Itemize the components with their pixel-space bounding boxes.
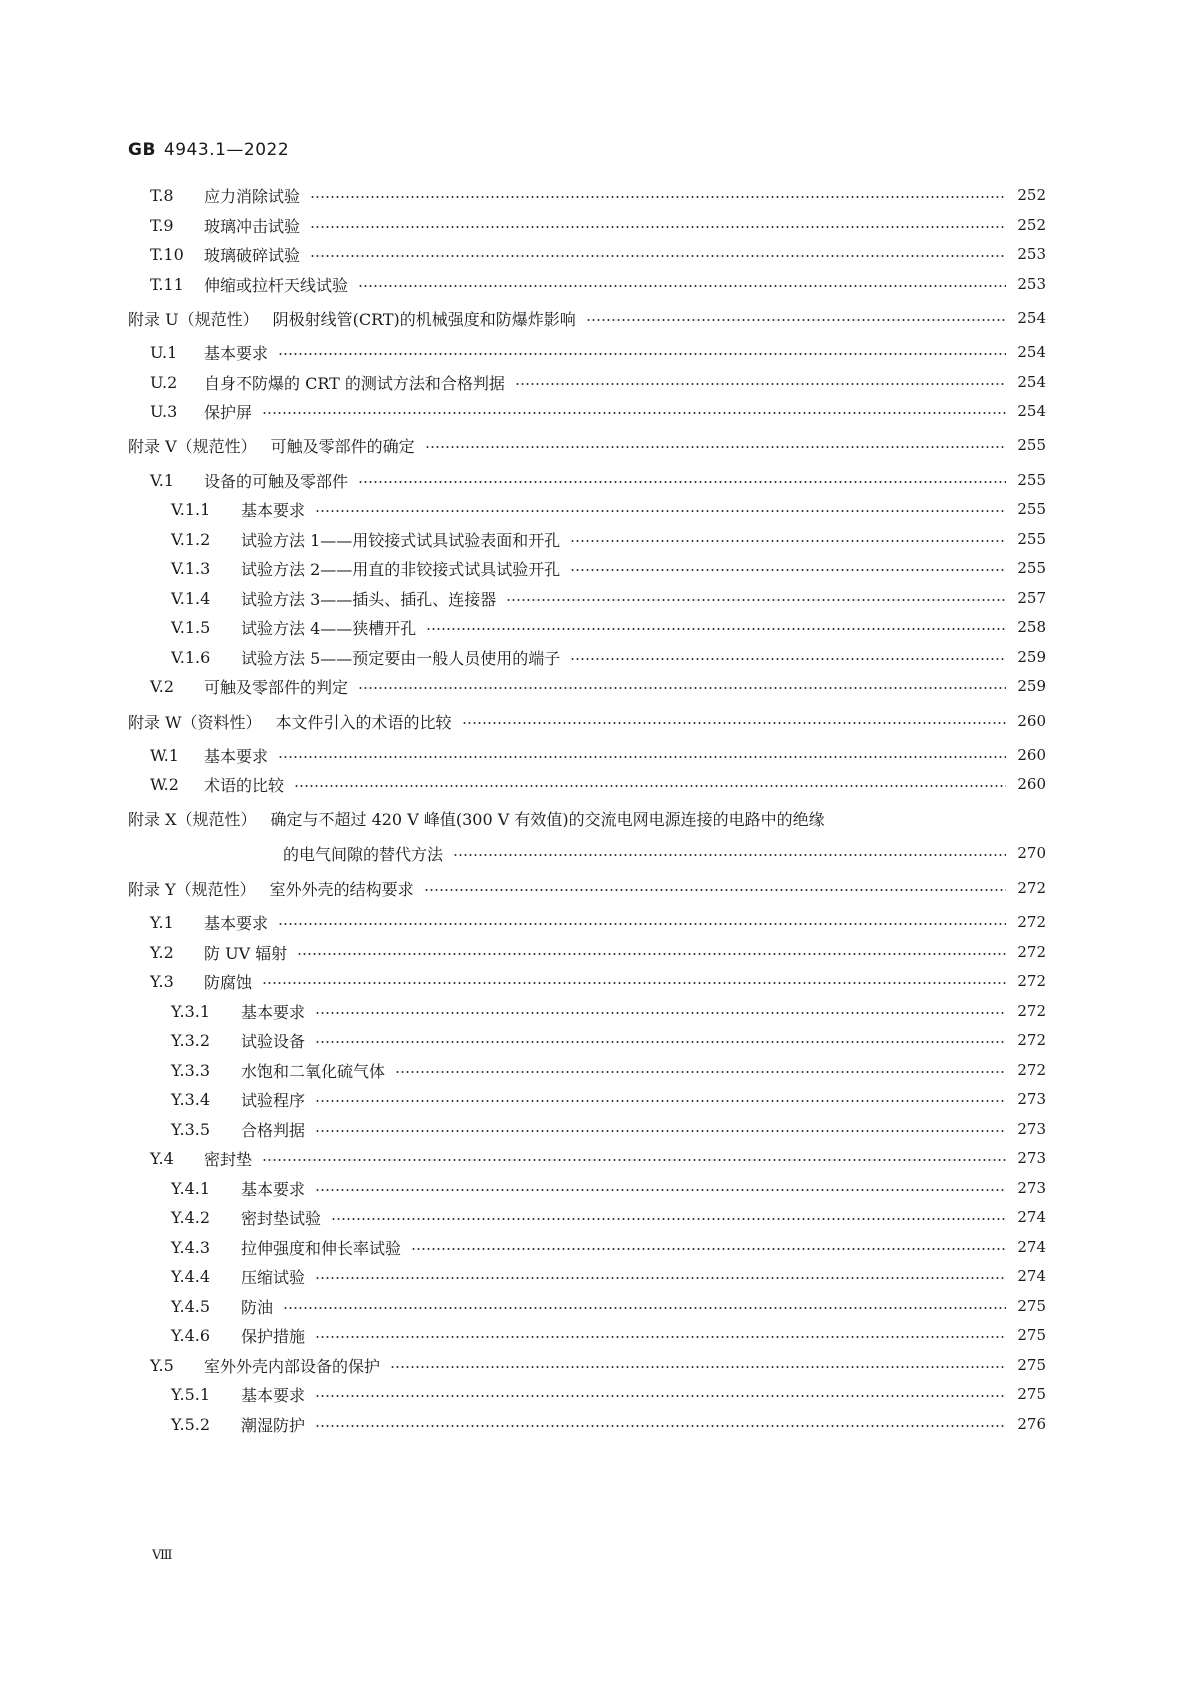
- toc-entry-page: 252: [1017, 216, 1046, 234]
- toc-entry[interactable]: [150, 969, 1046, 993]
- toc-entry-title: 室外外壳的结构要求: [269, 879, 414, 899]
- toc-entry-number: U.1: [150, 342, 178, 362]
- leader-dots: [453, 848, 1006, 862]
- toc-entry[interactable]: [171, 527, 1046, 551]
- leader-dots: [395, 1065, 1006, 1079]
- toc-entry-title: 密封垫试验: [241, 1208, 322, 1228]
- leader-dots: [315, 1124, 1006, 1138]
- toc-entry-page: 273: [1017, 1179, 1046, 1197]
- toc-entry-number: Y.4.5: [171, 1296, 211, 1316]
- leader-dots: [315, 1006, 1006, 1020]
- toc-entry-page: 254: [1017, 309, 1046, 327]
- toc-entry-title: 潮湿防护: [241, 1415, 306, 1435]
- toc-entry[interactable]: [171, 1087, 1046, 1111]
- toc-entry-title: 保护屏: [204, 402, 253, 422]
- toc-entry-page: 255: [1017, 530, 1046, 548]
- toc-entry-title: 基本要求: [241, 1385, 306, 1405]
- toc-entry-title: 基本要求: [241, 1002, 306, 1022]
- toc-entry-number: Y.4: [150, 1148, 174, 1168]
- toc-entry-number: Y.4.3: [171, 1237, 211, 1257]
- toc-entry-title: 设备的可触及零部件: [204, 471, 349, 491]
- toc-entry-number: T.10: [150, 244, 184, 264]
- toc-entry-number: V.2: [150, 676, 175, 696]
- toc-entry-page: 275: [1017, 1297, 1046, 1315]
- toc-entry[interactable]: [150, 399, 1046, 423]
- toc-entry[interactable]: [171, 1028, 1046, 1052]
- toc-entry-number: Y.4.1: [171, 1178, 211, 1198]
- leader-dots: [570, 652, 1006, 666]
- toc-entry-title: 应力消除试验: [204, 186, 301, 206]
- leader-dots: [390, 1360, 1006, 1374]
- toc-entry-page: 274: [1017, 1238, 1046, 1256]
- toc-entry-title: 密封垫: [204, 1149, 253, 1169]
- toc-entry[interactable]: [171, 1235, 1046, 1259]
- toc-entry-page: 255: [1017, 559, 1046, 577]
- toc-entry-page: 272: [1017, 972, 1046, 990]
- toc-entry-title: 试验程序: [241, 1090, 306, 1110]
- toc-entry-title: 试验方法 3——插头、插孔、连接器: [241, 589, 497, 609]
- toc-entry-title: 防腐蚀: [204, 972, 253, 992]
- leader-dots: [425, 440, 1006, 454]
- toc-entry-number: U.2: [150, 372, 178, 392]
- toc-entry-title: 基本要求: [204, 343, 269, 363]
- leader-dots: [424, 883, 1006, 897]
- toc-entry[interactable]: [150, 340, 1046, 364]
- toc-entry-number: 附录 X（规范性）: [128, 809, 257, 829]
- toc-entry-number: V.1.5: [171, 617, 211, 637]
- toc-entry[interactable]: [171, 615, 1046, 639]
- toc-entry-title: 基本要求: [241, 1179, 306, 1199]
- leader-dots: [262, 406, 1006, 420]
- toc-entry[interactable]: [171, 1117, 1046, 1141]
- leader-dots: [278, 347, 1006, 361]
- toc-entry-page: 272: [1017, 1002, 1046, 1020]
- standard-prefix: GB: [128, 140, 156, 160]
- toc-entry-number: Y.2: [150, 942, 174, 962]
- toc-entry-number: Y.4.2: [171, 1207, 211, 1227]
- toc-entry-number: V.1.6: [171, 647, 211, 667]
- leader-dots: [315, 504, 1006, 518]
- toc-entry-page: 255: [1017, 500, 1046, 518]
- toc-entry-number: Y.1: [150, 912, 174, 932]
- toc-entry[interactable]: [150, 1146, 1046, 1170]
- leader-dots: [358, 681, 1006, 695]
- toc-entry-number: W.1: [150, 745, 179, 765]
- toc-entry[interactable]: [150, 468, 1046, 492]
- leader-dots: [586, 313, 1006, 327]
- toc-entry-page: 274: [1017, 1208, 1046, 1226]
- toc-entry-number: V.1.2: [171, 529, 211, 549]
- document-header: [128, 140, 289, 160]
- toc-entry-number: W.2: [150, 774, 179, 794]
- toc-entry-title: 基本要求: [204, 746, 269, 766]
- toc-entry-page: 270: [1017, 844, 1046, 862]
- toc-entry[interactable]: [150, 272, 1046, 296]
- toc-entry-number: Y.3: [150, 971, 174, 991]
- toc-entry[interactable]: [150, 1353, 1046, 1377]
- toc-entry[interactable]: [150, 772, 1046, 796]
- toc-entry-page: 254: [1017, 402, 1046, 420]
- toc-entry-number: V.1.3: [171, 558, 211, 578]
- toc-entry-number: Y.5.1: [171, 1384, 211, 1404]
- leader-dots: [315, 1094, 1006, 1108]
- leader-dots: [315, 1271, 1006, 1285]
- toc-entry[interactable]: [171, 586, 1046, 610]
- leader-dots: [462, 716, 1006, 730]
- toc-entry-page: 255: [1017, 471, 1046, 489]
- leader-dots: [315, 1183, 1006, 1197]
- toc-entry-title: 室外外壳内部设备的保护: [204, 1356, 381, 1376]
- toc-entry-title: 试验方法 4——狭槽开孔: [241, 618, 417, 638]
- toc-entry-number: V.1: [150, 470, 175, 490]
- leader-dots: [506, 593, 1006, 607]
- toc-entry-title: 合格判据: [241, 1120, 306, 1140]
- leader-dots: [310, 220, 1006, 234]
- toc-entry-number: Y.3.4: [171, 1089, 211, 1109]
- toc-entry-number: Y.3.1: [171, 1001, 211, 1021]
- toc-entry-page: 257: [1017, 589, 1046, 607]
- toc-annex-entry[interactable]: [283, 841, 1046, 865]
- toc-annex-entry[interactable]: [128, 433, 1046, 457]
- toc-entry[interactable]: [171, 556, 1046, 580]
- leader-dots: [262, 1153, 1006, 1167]
- toc-entry[interactable]: [150, 910, 1046, 934]
- toc-annex-entry[interactable]: [128, 876, 1046, 900]
- leader-dots: [358, 279, 1006, 293]
- toc-entry[interactable]: [171, 1412, 1046, 1436]
- toc-entry-page: 272: [1017, 879, 1046, 897]
- leader-dots: [297, 947, 1006, 961]
- toc-entry-page: 276: [1017, 1415, 1046, 1433]
- leader-dots: [310, 249, 1006, 263]
- toc-entry-number: Y.3.5: [171, 1119, 211, 1139]
- toc-entry-page: 272: [1017, 1061, 1046, 1079]
- toc-entry-page: 253: [1017, 245, 1046, 263]
- leader-dots: [278, 750, 1006, 764]
- leader-dots: [315, 1330, 1006, 1344]
- leader-dots: [315, 1389, 1006, 1403]
- toc-entry[interactable]: [171, 645, 1046, 669]
- toc-entry-number: Y.3.3: [171, 1060, 211, 1080]
- toc-entry[interactable]: [171, 497, 1046, 521]
- toc-annex-entry[interactable]: [128, 806, 1046, 830]
- toc-entry[interactable]: [150, 183, 1046, 207]
- toc-entry-title: 试验方法 5——预定要由一般人员使用的端子: [241, 648, 561, 668]
- toc-entry-title: 基本要求: [204, 913, 269, 933]
- toc-entry-title: 压缩试验: [241, 1267, 306, 1287]
- toc-entry-page: 274: [1017, 1267, 1046, 1285]
- toc-entry-page: 260: [1017, 775, 1046, 793]
- leader-dots: [358, 475, 1006, 489]
- toc-entry-number: T.11: [150, 274, 184, 294]
- toc-entry-page: 275: [1017, 1385, 1046, 1403]
- leader-dots: [331, 1212, 1006, 1226]
- toc-entry-number: 附录 V（规范性）: [128, 436, 257, 456]
- toc-entry-page: 260: [1017, 712, 1046, 730]
- toc-entry-number: 附录 Y（规范性）: [128, 879, 256, 899]
- toc-entry-page: 272: [1017, 1031, 1046, 1049]
- toc-entry-page: 260: [1017, 746, 1046, 764]
- leader-dots: [315, 1419, 1006, 1433]
- toc-entry[interactable]: [171, 1382, 1046, 1406]
- toc-entry-title: 的电气间隙的替代方法: [283, 844, 444, 864]
- toc-entry-number: U.3: [150, 401, 178, 421]
- toc-entry-page: 259: [1017, 648, 1046, 666]
- toc-entry-number: T.9: [150, 215, 174, 235]
- toc-entry-page: 254: [1017, 373, 1046, 391]
- standard-code: 4943.1—2022: [163, 140, 290, 160]
- toc-entry-number: Y.4.6: [171, 1325, 211, 1345]
- leader-dots: [262, 976, 1006, 990]
- toc-entry-page: 252: [1017, 186, 1046, 204]
- toc-entry-page: 253: [1017, 275, 1046, 293]
- leader-dots: [570, 563, 1006, 577]
- toc-entry-title: 玻璃破碎试验: [204, 245, 301, 265]
- toc-entry-title: 伸缩或拉杆天线试验: [204, 275, 349, 295]
- toc-entry-number: 附录 W（资料性）: [128, 712, 262, 732]
- toc-entry[interactable]: [171, 1058, 1046, 1082]
- toc-entry-title: 自身不防爆的 CRT 的测试方法和合格判据: [204, 373, 505, 393]
- toc-entry[interactable]: [150, 213, 1046, 237]
- leader-dots: [315, 1035, 1006, 1049]
- leader-dots: [426, 622, 1006, 636]
- toc-entry-page: 258: [1017, 618, 1046, 636]
- toc-entry-title: 玻璃冲击试验: [204, 216, 301, 236]
- toc-entry-number: Y.3.2: [171, 1030, 211, 1050]
- toc-entry-number: Y.4.4: [171, 1266, 211, 1286]
- toc-entry-title: 基本要求: [241, 500, 306, 520]
- leader-dots: [283, 1301, 1006, 1315]
- leader-dots: [294, 779, 1006, 793]
- toc-entry-title: 保护措施: [241, 1326, 306, 1346]
- toc-entry-title: 可触及零部件的确定: [270, 436, 415, 456]
- leader-dots: [278, 917, 1006, 931]
- toc-entry-title: 试验方法 1——用铰接式试具试验表面和开孔: [241, 530, 561, 550]
- toc-entry-title: 阴极射线管(CRT)的机械强度和防爆炸影响: [272, 309, 576, 329]
- toc-entry-title: 可触及零部件的判定: [204, 677, 349, 697]
- toc-entry-page: 272: [1017, 943, 1046, 961]
- toc-entry-number: Y.5: [150, 1355, 174, 1375]
- toc-entry[interactable]: [150, 674, 1046, 698]
- toc-entry[interactable]: [150, 370, 1046, 394]
- toc-annex-entry[interactable]: [128, 306, 1046, 330]
- toc-entry[interactable]: [171, 999, 1046, 1023]
- toc-entry-page: 273: [1017, 1090, 1046, 1108]
- toc-entry-number: V.1.4: [171, 588, 211, 608]
- toc-entry-page: 273: [1017, 1120, 1046, 1138]
- leader-dots: [310, 190, 1006, 204]
- toc-entry-title: 防油: [241, 1297, 274, 1317]
- toc-entry-title: 水饱和二氧化硫气体: [241, 1061, 386, 1081]
- toc-entry-number: V.1.1: [171, 499, 211, 519]
- toc-entry-page: 259: [1017, 677, 1046, 695]
- toc-entry-title: 确定与不超过 420 V 峰值(300 V 有效值)的交流电网电源连接的电路中的绝缘: [270, 809, 825, 829]
- toc-entry-title: 术语的比较: [204, 775, 285, 795]
- toc-entry[interactable]: [171, 1323, 1046, 1347]
- toc-entry[interactable]: [171, 1264, 1046, 1288]
- toc-entry[interactable]: [150, 743, 1046, 767]
- toc-entry-page: 254: [1017, 343, 1046, 361]
- toc-entry-title: 本文件引入的术语的比较: [275, 712, 452, 732]
- toc-entry-title: 试验方法 2——用直的非铰接式试具试验开孔: [241, 559, 561, 579]
- toc-entry-title: 防 UV 辐射: [204, 943, 288, 963]
- leader-dots: [515, 377, 1006, 391]
- toc-entry[interactable]: [171, 1205, 1046, 1229]
- toc-entry-page: 275: [1017, 1326, 1046, 1344]
- toc-entry-page: 273: [1017, 1149, 1046, 1167]
- leader-dots: [411, 1242, 1006, 1256]
- toc-entry-page: 255: [1017, 436, 1046, 454]
- toc-entry[interactable]: [150, 242, 1046, 266]
- toc-annex-entry[interactable]: [128, 709, 1046, 733]
- toc-entry-number: 附录 U（规范性）: [128, 309, 259, 329]
- page-number: Ⅷ: [152, 1548, 173, 1563]
- toc-entry[interactable]: [171, 1294, 1046, 1318]
- toc-entry-title: 试验设备: [241, 1031, 306, 1051]
- leader-dots: [570, 534, 1006, 548]
- toc-entry-title: 拉伸强度和伸长率试验: [241, 1238, 402, 1258]
- toc-entry-page: 272: [1017, 913, 1046, 931]
- toc-entry[interactable]: [150, 940, 1046, 964]
- toc-entry-number: T.8: [150, 185, 174, 205]
- toc-entry-page: 275: [1017, 1356, 1046, 1374]
- toc-entry-number: Y.5.2: [171, 1414, 211, 1434]
- toc-entry[interactable]: [171, 1176, 1046, 1200]
